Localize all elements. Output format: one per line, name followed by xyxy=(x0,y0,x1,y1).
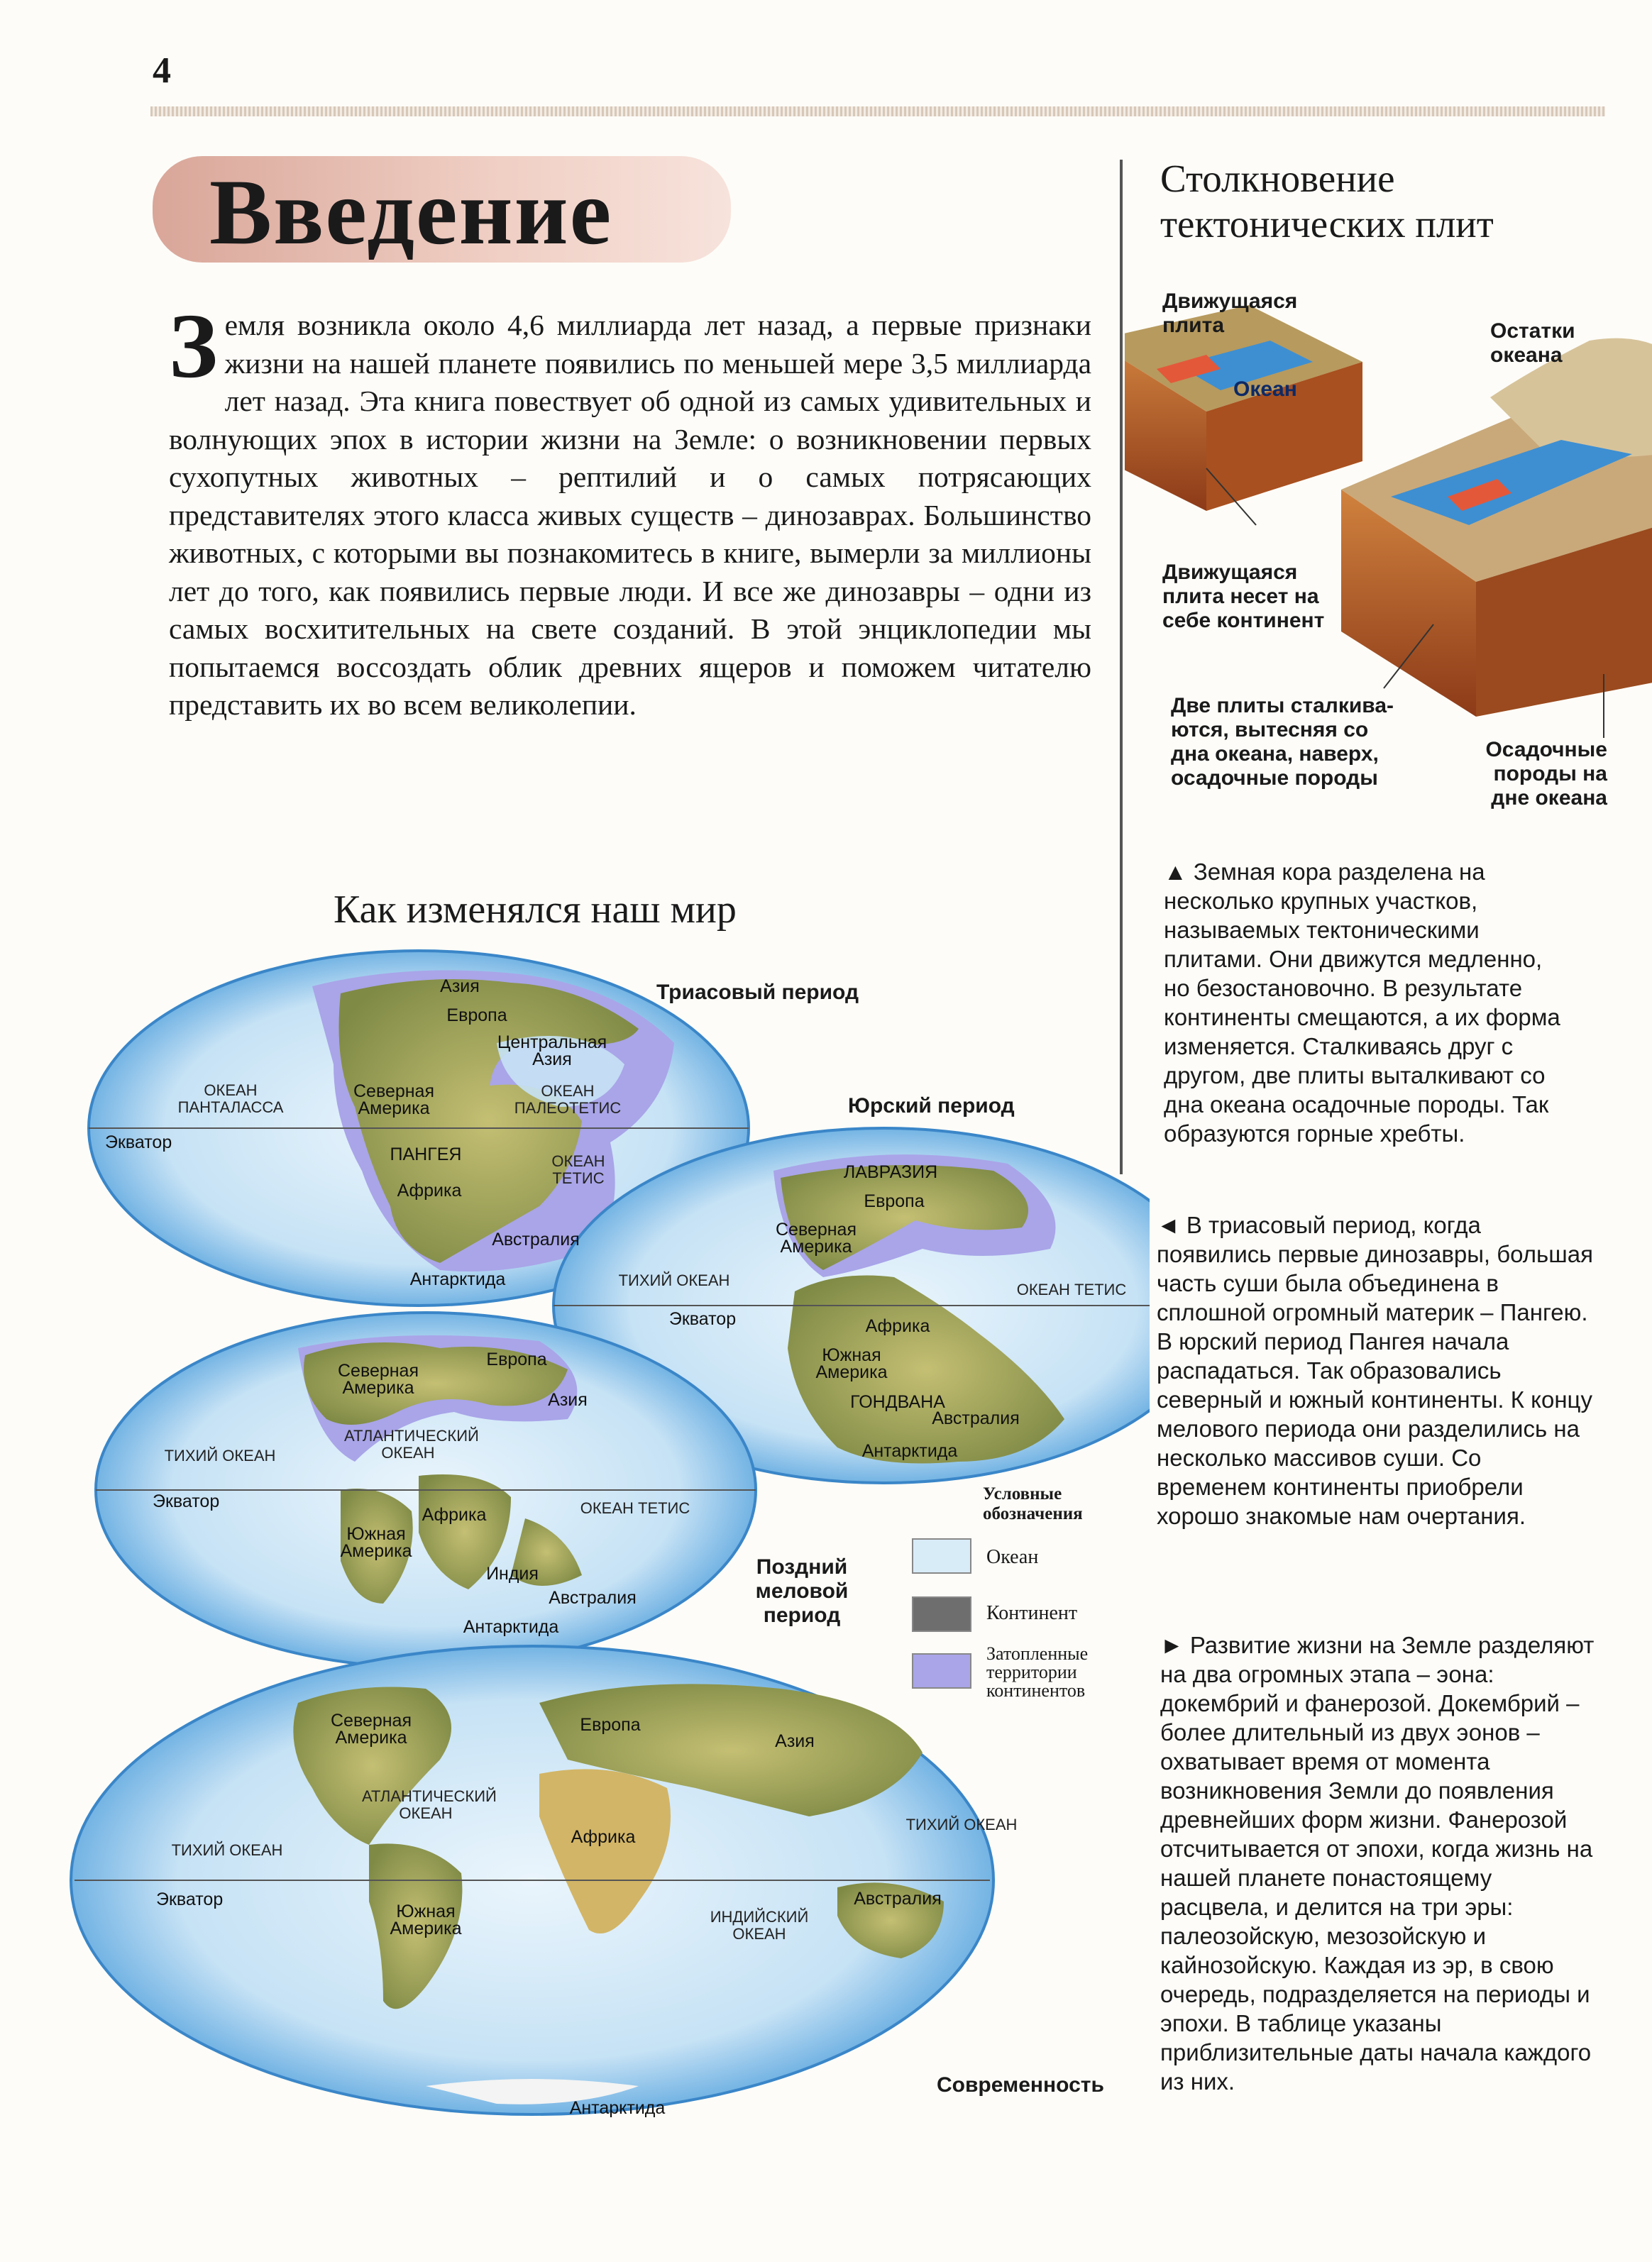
modern-map xyxy=(71,1646,993,2114)
diagram-label-moving-plate: Движущаяся плита xyxy=(1162,289,1298,337)
map-label: Европа xyxy=(580,1715,641,1735)
map-label: Южная Америка xyxy=(340,1524,412,1561)
map-label: ТИХИЙ ОКЕАН xyxy=(905,1816,1018,1833)
legend-continent: Континент xyxy=(986,1602,1078,1624)
legend-flooded: Затопленные территории континентов xyxy=(986,1643,1089,1701)
map-label: Южная Америка xyxy=(815,1345,888,1382)
map-label: Австралия xyxy=(492,1230,580,1249)
sidebar-paragraph: ▲ Земная кора разделена на несколько крупных участков, называемых тектоническими плитами. Они движутся медленно, но безостановочно. В результате континенты смещаются, а их форма изменяется. Сталкиваясь друг с другом, две плиты выталкивают со дна океана осадочные породы. Так образуются горные хребты. xyxy=(1164,859,1560,1147)
map-label: Европа xyxy=(486,1350,547,1369)
map-label: Африка xyxy=(865,1316,930,1336)
map-label: ТИХИЙ ОКЕАН xyxy=(164,1447,276,1464)
map-label: Антарктида xyxy=(409,1269,506,1289)
map-label: Северная Америка xyxy=(330,1711,412,1748)
map-label: Африка xyxy=(397,1181,462,1201)
map-label: Австралия xyxy=(854,1889,942,1909)
map-label: ОКЕАН ПАНТАЛАССА xyxy=(177,1081,284,1116)
sidebar-divider xyxy=(1120,160,1123,1174)
sidebar-paragraph: ◄ В триасовый период, когда появились первые динозавры, большая часть суши была объединена в сплошной огромный материк – Пангею. В юрский период Пангея начала распадаться. Так образовались северный и южный континенты. К концу мелового периода они разделились на несколько массивов суши. Со временем континенты приобрели хорошо знакомые нам очертания. xyxy=(1157,1212,1593,1529)
map-label: Экватор xyxy=(153,1491,220,1511)
map-label: Северная Америка xyxy=(353,1081,434,1118)
map-label: Африка xyxy=(571,1827,636,1847)
sidebar-title: Столкновение тектонических плит xyxy=(1160,157,1494,245)
map-label: Антарктида xyxy=(861,1441,958,1461)
period-label-triassic: Триасовый период xyxy=(656,981,859,1004)
page-title: Введение xyxy=(209,160,613,264)
legend-swatch-flooded xyxy=(912,1653,971,1689)
map-label: ОКЕАН ТЕТИС xyxy=(580,1499,690,1517)
maps-heading: Как изменялся наш мир xyxy=(334,888,737,932)
map-label: ОКЕАН ПАЛЕОТЕТИС xyxy=(514,1082,622,1117)
period-label-jurassic: Юрский период xyxy=(848,1094,1015,1118)
map-label: АТЛАНТИЧЕСКИЙ ОКЕАН xyxy=(344,1427,479,1462)
diagram-label-plate-continent: Движущаяся плита несет на себе континент xyxy=(1162,561,1325,632)
intro-text xyxy=(169,295,1091,724)
map-label: Австралия xyxy=(549,1588,637,1608)
period-label-cretaceous: Поздний меловой период xyxy=(755,1555,849,1627)
diagram-label-sediments: Осадочные породы на дне океана xyxy=(1485,738,1607,810)
map-label: Антарктида xyxy=(463,1617,559,1637)
map-label: Экватор xyxy=(156,1889,224,1909)
legend-swatch-continent xyxy=(912,1596,971,1632)
map-label: Антарктида xyxy=(569,2098,666,2118)
diagram-label-ocean-remains: Остатки океана xyxy=(1490,319,1575,367)
map-label: Австралия xyxy=(932,1408,1020,1428)
period-label-modern: Современность xyxy=(937,2073,1104,2097)
legend-ocean: Океан xyxy=(986,1546,1039,1568)
map-label: Азия xyxy=(775,1731,815,1751)
map-label: Африка xyxy=(422,1505,487,1525)
world-maps-illustration xyxy=(0,944,1150,2150)
top-rule xyxy=(150,106,1605,116)
map-label: Южная Америка xyxy=(390,1902,462,1938)
map-label: ПАНГЕЯ xyxy=(390,1144,462,1164)
map-label: ЛАВРАЗИЯ xyxy=(843,1162,938,1182)
map-label: АТЛАНТИЧЕСКИЙ ОКЕАН xyxy=(362,1787,497,1822)
legend-swatch-ocean xyxy=(912,1538,971,1574)
intro-body: емля возникла около 4,6 миллиарда лет назад, а первые признаки жизни на нашей планете появились по меньшей мере 3,5 миллиарда лет назад. Эта книга повествует об одной из самых удивительных и волнующих эпох в истории жизни на Земле: о возникновении первых сухопутных животных – рептилий и о самых потрясающих представителях этого класса живых существ – динозаврах. Большинство животных, с которыми вы познакомитесь в книге, вымерли за миллионы лет до того, как появились первые люди. И все же динозавры – одни из самых восхитительных на свете созданий. В этой энциклопедии мы попытаемся воссоздать облик древних ящеров и поможем читателю представить их во всем великолепии. xyxy=(169,309,1091,721)
map-label: ИНДИЙСКИЙ ОКЕАН xyxy=(710,1908,809,1943)
sidebar-paragraph: ► Развитие жизни на Земле разделяют на два огромных этапа – эона: докембрий и фанерозой. Докембрий – более длительный из двух эонов – охватывает время от момента возникновения Земли до появления древнейших форм жизни. Фанерозой отсчитывается от эпохи, когда жизнь на нашей планете понастоящему расцвела, и делится на три эры: палеозойскую, мезозойскую и кайнозойскую. Каждая из эр, в свою очередь, подразделяется на периоды и эпохи. В таблице указаны приблизительные даты начала каждого из них. xyxy=(1160,1632,1595,2095)
map-label: ГОНДВАНА xyxy=(850,1392,945,1412)
map-label: Европа xyxy=(446,1005,507,1025)
legend-title: Условные обозначения xyxy=(983,1484,1083,1523)
map-label: ТИХИЙ ОКЕАН xyxy=(171,1841,283,1859)
map-label: ОКЕАН ТЕТИС xyxy=(551,1152,605,1187)
page-number: 4 xyxy=(153,50,171,91)
diagram-label-ocean: Океан xyxy=(1233,377,1297,401)
map-label: Северная Америка xyxy=(337,1361,419,1398)
map-label: Индия xyxy=(486,1564,539,1584)
map-label: Азия xyxy=(548,1390,588,1410)
map-label: Центральная Азия xyxy=(497,1032,607,1069)
map-label: Европа xyxy=(864,1191,925,1211)
diagram-label-two-plates: Две плиты сталкива- ются, вытесняя со дна океана, наверх, осадочные породы xyxy=(1171,694,1394,790)
map-label: Северная Америка xyxy=(775,1220,857,1257)
map-label: Азия xyxy=(440,976,480,996)
map-label: Экватор xyxy=(105,1132,172,1152)
map-label: ТИХИЙ ОКЕАН xyxy=(618,1271,730,1289)
map-label: Экватор xyxy=(668,1309,737,1329)
drop-cap: З xyxy=(169,295,218,397)
map-label: ОКЕАН ТЕТИС xyxy=(1016,1281,1127,1298)
